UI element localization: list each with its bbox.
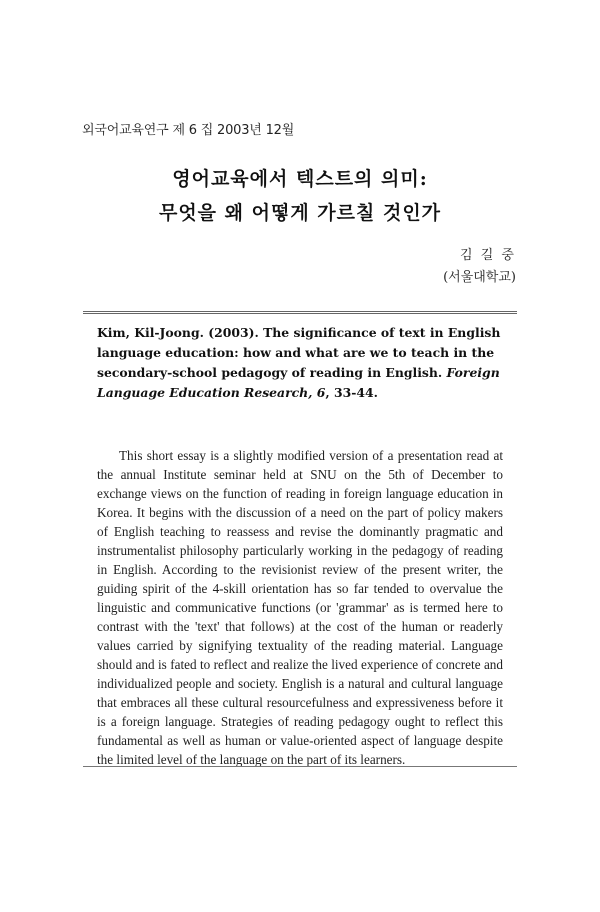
bottom-divider: [83, 766, 517, 767]
journal-header: 외국어교육연구 제 6 집 2003년 12월: [82, 123, 295, 138]
citation-pages: , 33-44.: [325, 385, 378, 400]
citation-block: [97, 323, 509, 403]
author-name: 김 길 중: [460, 248, 516, 263]
citation-journal: Foreign Language Education Research, 6: [97, 365, 500, 400]
top-divider: [83, 311, 517, 314]
paper-title-line-1: 영어교육에서 텍스트의 의미:: [172, 168, 428, 190]
paper-title-line-2: 무엇을 왜 어떻게 가르칠 것인가: [158, 202, 442, 224]
citation-article-title: The significance of text in English language education: how and what are we to teach in the secondary-school pedagogy of reading in English.: [97, 325, 501, 380]
citation-authors-year: Kim, Kil-Joong. (2003).: [97, 325, 264, 340]
author-affiliation: (서울대학교): [443, 270, 516, 285]
abstract-text: This short essay is a slightly modified version of a presentation read at the annual Institute seminar held at SNU on the 5th of December to exchange views on the function of reading in foreign language education in Korea. It begins with the discussion of a need on the part of policy makers of English teaching to reassess and revise the dominantly pragmatic and instrumentalist philosophy particularly working in the pedagogy of reading in English. According to the revisionist review of the present writer, the guiding spirit of the 4-skill orientation has so far tended to overvalue the linguistic and communicative functions (or 'grammar' as is termed here to contrast with the 'text' that follows) at the cost of the human or readerly values carried by signifying textuality of the reading material. Language should and is fated to reflect and realize the lived experience of concrete and individualized people and society. English is a natural and cultural language that embraces all these cultural resourcefulness and expressiveness before it is a foreign language. Strategies of reading pedagogy ought to reflect this fundamental as well as human or value-oriented aspect of language despite the limited level of the language on the part of its learners.: [97, 448, 503, 767]
